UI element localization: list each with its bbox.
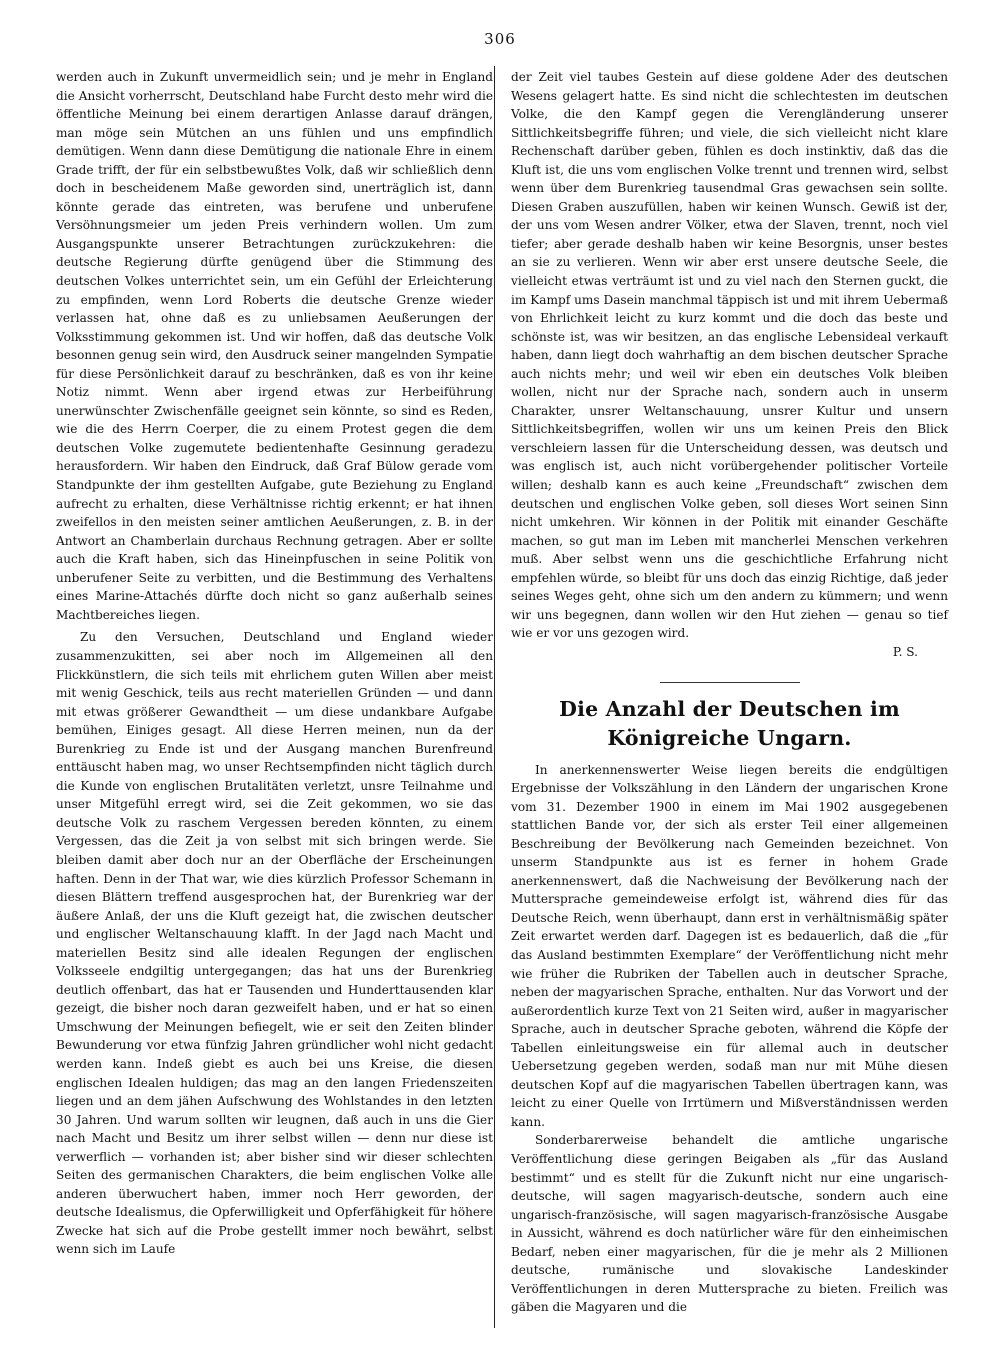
column-divider [494, 66, 495, 1328]
right-column [511, 68, 948, 1317]
author-signature: P. S. [892, 644, 918, 659]
page-number: 306 [484, 30, 516, 48]
left-paragraph-2: Zu den Versuchen, Deutschland und England wieder zusammenzukitten, sei aber noch im Allgemeinen all den Flickkünstlern, die sich teils mit ehrlichem guten Willen aber meist mit wenig Geschick, teils aus recht materiellen Gründen — und dann mit etwas größerer Gewandtheit — um diese undankbare Aufgabe bemühen, Einiges gesagt. All diese Herren meinen, nun da der Burenkrieg zu Ende ist und der Ausgang manchen Burenfreund enttäuscht haben mag, wo unser Rechtsempfinden nicht täglich durch die Kunde von englischen Brutalitäten verletzt, unsre Teilnahme und unser Mitgefühl erregt wird, sei die Zeit gekommen, wo sie das deutsche Volk zu raschem Vergessen bereden könnten, zu einem Vergessen, das die Zeit ja von selbst mit sich bringen werde. Sie bleiben damit aber doch nur an der Oberfläche der Erscheinungen haften. Denn in der That war, wie dies kürzlich Professor Schemann in diesen Blättern treffend ausgesprochen hat, der Burenkrieg war der äußere Anlaß, der uns die Kluft gezeigt hat, die zwischen deutscher und englischer Weltanschauung klafft. In der Jagd nach Macht und materiellen Besitz sind alle idealen Regungen der englischen Volksseele endgiltig untergegangen; das hat uns der Burenkrieg deutlich offenbart, das hat er Tausenden und Hunderttausenden klar gezeigt, die bisher noch daran gezweifelt haben, und er hat so einen Umschwung der Meinungen befiegelt, wie er seit den Zeiten blinder Bewunderung vor etwa fünfzig Jahren gründlicher wohl nicht gedacht werden kann. Indeß giebt es auch bei uns Kreise, die diesen englischen Idealen huldigen; das mag an den langen Friedenszeiten liegen und an dem jähen Aufschwung des Wohlstandes in den letzten 30 Jahren. Und warum sollten wir leugnen, daß auch in uns die Gier nach Macht und Besitz um ihrer selbst willen — denn nur diese ist verwerflich — vorhanden ist; aber bisher sind wir dieser schlechten Seiten des germanischen Charakters, die beim englischen Volke alle anderen überwuchert haben, immer noch Herr geworden, der deutsche Idealismus, die Opferwilligkeit und Opferfähigkeit für höhere Zwecke hat sich auf die Probe gestellt immer noch bewährt, selbst wenn sich im Laufe [56, 630, 493, 1257]
right-paragraph-1: der Zeit viel taubes Gestein auf diese goldene Ader des deutschen Wesens gelagert hatte. Es sind nicht die schlechtesten im deutschen Volke, die den Kampf gegen die Verengländerung unserer Sittlichkeitsbegriffe führen; und viele, die sich vielleicht nicht klare Rechenschaft darüber geben, fühlen es doch instinktiv, daß das die Kluft ist, die uns vom englischen Volke trennt und trennen wird, selbst wenn über dem Burenkrieg tausendmal Gras gewachsen sein sollte. Diesen Graben auszufüllen, haben wir keinen Wunsch. Gewiß ist der, der uns vom Wesen andrer Völker, etwa der Slaven, trennt, noch viel tiefer; aber gerade deshalb haben wir keine Besorgnis, unser bestes an sie zu verlieren. Wenn wir aber erst unsere deutsche Seele, die vielleicht etwas verträumt ist und zu viel nach den Sternen guckt, die im Kampf ums Dasein manchmal täppisch ist und mit ihrem Uebermaß von Ehrlichkeit leicht zu kurz kommt und die doch das beste und schönste ist, was wir besitzen, an das englische Lebensideal verkauft haben, dann liegt doch wahrhaftig an dem bischen deutscher Sprache auch nichts mehr; und weil wir eben ein deutsches Volk bleiben wollen, nicht nur der Sprache nach, sondern auch in unserm Charakter, unsrer Weltanschauung, unsrer Kultur und unsern Sittlichkeitsbegriffen, wollen wir uns um keinen Preis den Blick verschleiern lassen für die Unterscheidung dessen, was deutsch und was englisch ist, auch nicht vorübergehender politischer Vorteile willen; deshalb kann es auch keine „Freundschaft“ zwischen dem deutschen und englischen Volke geben, soll dieses Wort seinen Sinn nicht umkehren. Wir können in der Politik mit einander Geschäfte machen, so gut man im Leben mit mancherlei Menschen verkehren muß. Aber selbst wenn uns die geschichtliche Erfahrung nicht empfehlen würde, so bleibt für uns doch das einzig Richtige, daß jeder seines Weges geht, ohne sich um den andern zu kümmern; und wenn wir uns begegnen, dann wollen wir den Hut ziehen — genau so tief wie er vor uns gezogen wird. [511, 70, 948, 641]
left-column [56, 68, 493, 1259]
article-paragraph-1: In anerkennenswerter Weise liegen bereits die endgültigen Ergebnisse der Volkszählung in den Ländern der ungarischen Krone vom 31. Dezember 1900 in einem im Mai 1902 ausgegebenen stattlichen Bande vor, der sich als erster Teil einer allgemeinen Beschreibung der Bevölkerung nach Gemeinden bezeichnet. Von unserm Standpunkte aus ist es ferner in hohem Grade anerkennenswert, daß die Nachweisung der Bevölkerung nach der Muttersprache gemeindeweise erfolgt ist, während dies für das Deutsche Reich, wenn überhaupt, dann erst in verhältnismäßig später Zeit erwartet werden darf. Dagegen ist es bedauerlich, daß die „für das Ausland bestimmten Exemplare“ der Veröffentlichung nicht mehr wie früher die Rubriken der Tabellen auch in deutscher Sprache, neben der magyarischen Sprache, enthalten. Nur das Vorwort und der außerordentlich kurze Text von 21 Seiten wird, außer in magyarischer Sprache, auch in deutscher Sprache geboten, während die Köpfe der Tabellen einleitungsweise ein für allemal auch in deutscher Uebersetzung gegeben werden, sodaß man nur mit Mühe diesen deutschen Kopf auf die magyarischen Tabellen übertragen kann, was leicht zu einer Quelle von Irrtümern und Mißverständnissen werden kann. [511, 762, 948, 1129]
left-paragraph-1: werden auch in Zukunft unvermeidlich sein; und je mehr in England die Ansicht vorherrscht, Deutschland habe Furcht desto mehr wird die öffentliche Meinung bei einem derartigen Anlasse darauf drängen, man möge sein Mütchen an uns fühlen und uns empfindlich demütigen. Wenn dann diese Demütigung die nationale Ehre in einem Grade trifft, der für ein selbstbewußtes Volk, daß wir schließlich denn doch in bescheidenem Maße geworden sind, unerträglich ist, dann könnte gerade das eintreten, was berufene und unberufene Versöhnungsmeier um jeden Preis verhindern wollen. Um zum Ausgangspunkte unserer Betrachtungen zurückzukehren: die deutsche Regierung dürfte genügend über die Stimmung des deutschen Volkes unterrichtet sein, um ein Gefühl der Erleichterung zu empfinden, wenn Lord Roberts die deutsche Grenze wieder verlassen hat, ohne daß es zu unliebsamen Aeußerungen der Volksstimmung gekommen ist. Und wir hoffen, daß das deutsche Volk besonnen genug sein wird, den Ausdruck seiner mangelnden Sympatie für diese Persönlichkeit darauf zu beschränken, daß es von ihr keine Notiz nimmt. Wenn aber irgend etwas zur Herbeiführung unerwünschter Zwischenfälle geeignet sein könnte, so sind es Reden, wie die des Herrn Coerper, die zu einem Protest gegen die dem deutschen Volke zugemutete bedientenhafte Gesinnung geradezu herausfordern. Wir haben den Eindruck, daß Graf Bülow gerade vom Standpunkte der ihm gestellten Aufgabe, gute Beziehung zu England aufrecht zu erhalten, diese Verhältnisse richtig erkennt; er hat ihnen zweifellos in den meisten seiner amtlichen Aeußerungen, z. B. in der Antwort an Chamberlain durchaus Rechnung getragen. Aber er sollte auch die Kraft haben, sich das Hineinpfuschen in seine Politik von unberufener Seite zu verbitten, und die Bestimmung des Verhaltens eines Marine-Attachés dürfte doch nicht so ganz außerhalb seines Machtbereiches liegen. [56, 70, 493, 622]
article-title: Die Anzahl der Deutschen im Königreiche Ungarn. [559, 696, 900, 750]
section-rule [660, 682, 800, 683]
article-paragraph-2: Sonderbarerweise behandelt die amtliche ungarische Veröffentlichung diese geringen Beigaben als „für das Ausland bestimmt“ und es stellt für die Zukunft nicht nur eine ungarisch-deutsche, will sagen magyarisch-deutsche, sondern auch eine ungarisch-französische, will sagen magyarisch-französische Ausgabe in Aussicht, während es doch natürlicher wäre für den einheimischen Bedarf, neben einer magyarischen, für die je mehr als 2 Millionen deutsche, rumänische und slovakische Landeskinder Veröffentlichungen in deren Muttersprache zu bieten. Freilich was gäben die Magyaren und die [511, 1133, 948, 1315]
